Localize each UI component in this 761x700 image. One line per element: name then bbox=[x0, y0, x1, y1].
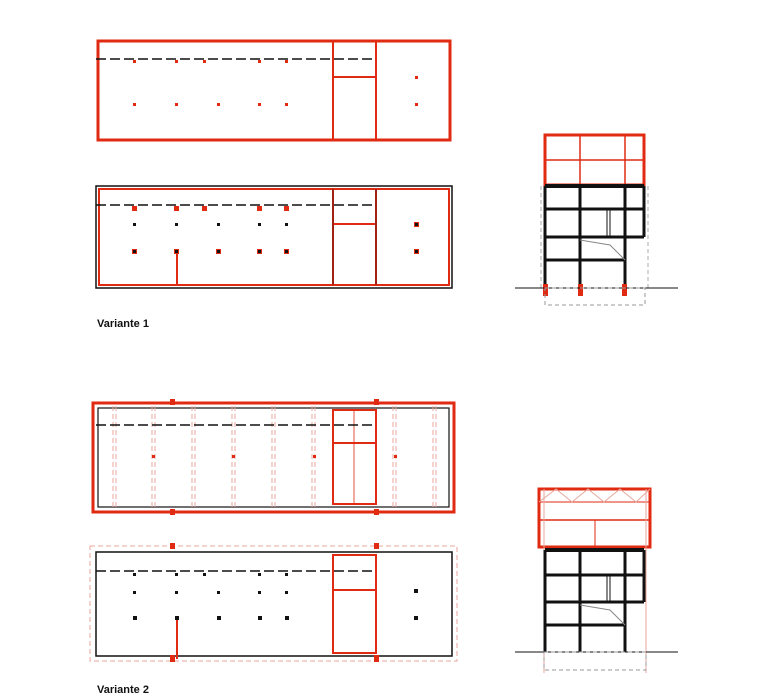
variant-2-label: Variante 2 bbox=[97, 684, 149, 696]
variant-1-upper-plan bbox=[96, 41, 450, 140]
variant-2-section bbox=[515, 489, 678, 673]
variant-2-portal-frames bbox=[113, 406, 436, 510]
variant-1-lower-plan bbox=[96, 186, 452, 288]
variant-1-section bbox=[515, 135, 678, 305]
variant-2-lower-plan bbox=[90, 543, 457, 662]
variant-2-upper-plan bbox=[93, 399, 454, 515]
variant-2-drawings bbox=[90, 399, 678, 673]
variant-1-label: Variante 1 bbox=[97, 318, 149, 330]
variant-1-drawings bbox=[96, 41, 678, 305]
